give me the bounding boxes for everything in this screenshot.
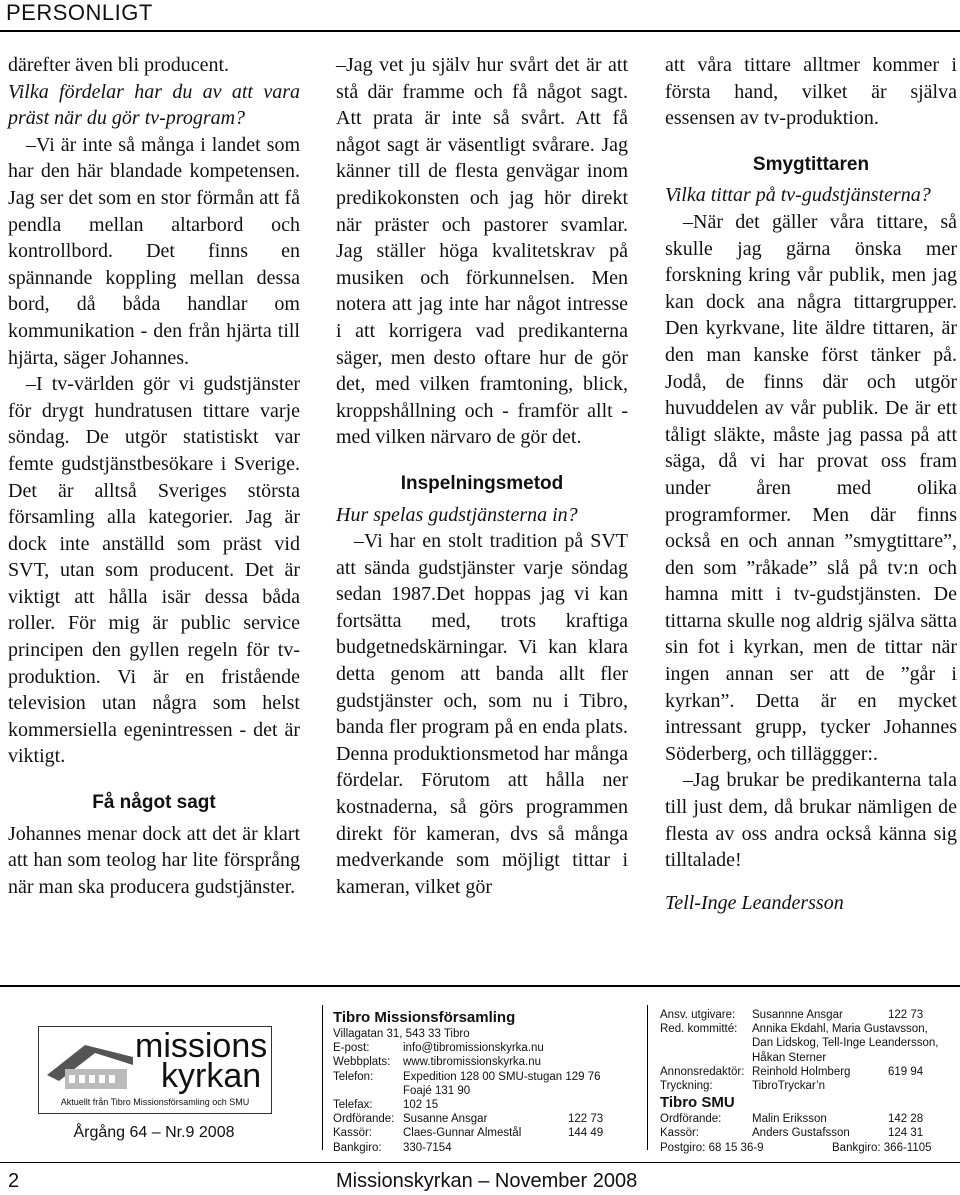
paragraph: att våra tittare alltmer kommer i första hand, vilket är själva essensen av tv-produktion. — [665, 54, 957, 130]
imprint-value: Reinhold Holmberg — [752, 1065, 851, 1078]
imprint-value: Anders Gustafsson — [752, 1127, 850, 1140]
giro-row — [660, 1141, 950, 1155]
logo-caption: Aktuellt från Tibro Missionsförsamling och SMU — [60, 1097, 250, 1107]
paragraph: Johannes menar dock att det är klart att han som teolog har lite försprång när man ska producera gudstjänster. — [8, 822, 300, 898]
question: Vilka fördelar har du av att vara präst när du gör tv-program? — [8, 80, 300, 130]
divider — [0, 985, 960, 987]
imprint-key: Ordförande: — [333, 1113, 395, 1126]
imprint-key: Telefax: — [333, 1099, 373, 1112]
subheading: Få något sagt — [92, 792, 216, 814]
imprint-phone: 619 94 — [888, 1065, 924, 1078]
smu-title: Tibro SMU — [660, 1094, 735, 1112]
imprint-value: info@tibromissionskyrka.nu — [403, 1042, 544, 1055]
imprint-row — [660, 1051, 950, 1065]
imprint-church — [333, 1008, 633, 1155]
imprint-row — [333, 1041, 633, 1055]
imprint-value: Susanne Ansgar — [403, 1113, 488, 1126]
imprint-row — [333, 1070, 633, 1084]
top-rule — [0, 30, 960, 32]
imprint-row — [333, 1098, 633, 1112]
imprint-row — [660, 1022, 950, 1036]
imprint-row — [660, 1079, 950, 1093]
imprint-value: www.tibromissionskyrka.nu — [403, 1056, 542, 1069]
imprint-key — [333, 1084, 403, 1098]
postgiro: Postgiro: 68 15 36-9 — [660, 1141, 764, 1154]
paragraph: –Vi är inte så många i landet som har den här blandade kompetensen. Jag ser det som en stor förmån att få pendla mellan altarbord och kontrollbord. Det finns en spännande koppling mellan dessa bord, då båda handlar om kommunikation - den från hjärta till hjärta, säger Johannes. — [8, 133, 300, 369]
imprint-value: Håkan Sterner — [752, 1051, 827, 1064]
imprint-phone: 144 49 — [568, 1127, 604, 1140]
imprint-row — [660, 1112, 950, 1126]
imprint-value: Malin Eriksson — [752, 1113, 827, 1126]
imprint-key: Bankgiro: — [333, 1141, 382, 1154]
imprint-row — [660, 1065, 950, 1079]
imprint-phone: 124 31 — [888, 1127, 924, 1140]
imprint-key: Telefon: — [333, 1070, 374, 1083]
subheading: Inspelningsmetod — [400, 472, 564, 494]
article-column-1 — [8, 52, 300, 900]
question: Vilka tittar på tv-gudstjänsterna? — [665, 184, 931, 207]
imprint-key: Kassör: — [660, 1127, 699, 1140]
imprint-title: Tibro Missionsförsamling — [333, 1009, 516, 1026]
imprint-row — [333, 1126, 633, 1140]
imprint-editorial — [660, 1008, 950, 1155]
imprint-row — [333, 1112, 633, 1126]
imprint-key: Ansv. utgivare: — [660, 1009, 736, 1021]
imprint-key: Red. kommitté: — [660, 1023, 738, 1036]
question: Hur spelas gudstjänsterna in? — [336, 503, 578, 526]
imprint-row — [333, 1141, 633, 1155]
imprint-key — [660, 1036, 752, 1050]
paragraph: –Jag vet ju själv hur svårt det är att stå där framme och få något sagt. Att prata är inte så svårt. Att få något sagt är väsentligt svårare. Jag känner till de flesta genvägar inom predikokonsten och jag hör direkt när präster och pastorer svamlar. Jag ställer höga kvalitetskrav på musiken och förkunnelsen. Men notera att jag inte har något intresse i att korrigera vad predikanterna säger, men desto oftare hur de gör det, med vilken framtoning, blick, kroppshållning och - framför allt - med vilken närvaro de gör det. — [336, 54, 628, 449]
logo-wordmark — [135, 1027, 268, 1095]
author-signature: Tell-Inge Leandersson — [665, 891, 844, 914]
divider — [647, 1005, 648, 1150]
imprint-key: Webbplats: — [333, 1056, 391, 1069]
footer-rule — [0, 1162, 960, 1163]
imprint-key — [660, 1051, 752, 1065]
imprint-row — [333, 1055, 633, 1069]
article-column-3 — [665, 52, 957, 916]
imprint-row — [660, 1008, 950, 1022]
page-number: 2 — [8, 1170, 20, 1192]
imprint-value: Foajé 131 90 — [403, 1084, 471, 1097]
imprint-value: TibroTryckar’n — [752, 1080, 826, 1093]
divider — [322, 1005, 323, 1150]
paragraph: –När det gäller våra tittare, så skulle jag gärna önska mer forskning kring vår publik, men jag kan dock ana några tittargrupper. Den kyrkvane, lite äldre tittaren, är den man kanske först tänker på. Jodå, de finns där och utgör huvuddelen av vår publik. De är ett tåligt släkte, måste jag passa på att säga, då vi har provat oss fram under åren med olika programformer. Men där finns också en och annan ”smygtittare”, den som ”råkade” slå på tv:n och hamna mitt i tv-gudstjänsten. De tittarna skulle nog aldrig själva sätta sin fot i kyrkan, men de tittar när ingen annan ser att de ”går i kyrkan”. Detta är en mycket intressant grupp, tycker Johannes Söderberg, och tilläggger:. — [665, 210, 957, 765]
imprint-value: 102 15 — [403, 1099, 439, 1112]
imprint-phone: 122 73 — [568, 1113, 604, 1126]
imprint-value: Dan Lidskog, Tell-Inge Leandersson, — [752, 1037, 939, 1050]
article-column-2 — [336, 52, 628, 900]
imprint-key: Ordförande: — [660, 1113, 722, 1126]
imprint-row — [333, 1084, 633, 1098]
imprint-phone: 142 28 — [888, 1113, 924, 1126]
issue-volume: Årgång 64 – Nr.9 2008 — [73, 1124, 235, 1141]
logo-line-1: missions — [135, 1027, 268, 1065]
footer-title: Missionskyrkan – November 2008 — [336, 1170, 638, 1192]
imprint-value: Claes-Gunnar Almestål — [403, 1127, 522, 1140]
imprint-phone: 122 73 — [888, 1009, 924, 1021]
church-building-icon — [45, 1035, 135, 1093]
imprint-key: Kassör: — [333, 1127, 372, 1140]
imprint-row — [660, 1036, 950, 1050]
paragraph: –I tv-världen gör vi gudstjänster för drygt hundratusen tittare varje söndag. De utgör statistiskt var femte gudstjänstbesökare i Sverige. Det är alltså Sveriges största församling alla kategorier. Jag är dock inte anställd som präst vid SVT, utan som producent. Det är viktigt att hålla isär dessa båda roller. För mig är public service principen den gyllen regeln för tv-produktion. Vi är en fristående television utan några som helst kommersiella egenintressen - det är viktigt. — [8, 373, 300, 768]
imprint-value: 330-7154 — [403, 1141, 452, 1154]
imprint-value: Expedition 128 00 SMU-stugan 129 76 — [403, 1070, 601, 1083]
subheading: Smygtittaren — [752, 153, 870, 175]
bankgiro: Bankgiro: 366-1105 — [832, 1141, 932, 1154]
paragraph: –Vi har en stolt tradition på SVT att sända gudstjänster varje söndag sedan 1987.Det hoppas jag vi kan fortsätta med, trots kraftiga budgetnedskärningar. Vi kan klara detta genom att banda allt fler gudstjänster och, som nu i Tibro, banda fler program på en enda plats. Denna produktionsmetod har många fördelar. Förutom att hålla ner kostnaderna, så görs programmen direkt för kameran, dvs så många medverkande som möjligt tittar i kameran, vilket gör — [336, 530, 628, 898]
paragraph: –Jag brukar be predikanterna tala till just dem, då brukar nämligen de flesta av oss andra också känna sig tilltalade! — [665, 769, 957, 872]
logo — [38, 1026, 272, 1114]
imprint-key: E-post: — [333, 1042, 370, 1055]
imprint-value: Susannne Ansgar — [752, 1009, 843, 1021]
paragraph: därefter även bli producent. — [8, 54, 230, 76]
imprint-row — [660, 1126, 950, 1140]
imprint-key: Annonsredaktör: — [660, 1065, 745, 1078]
section-label: PERSONLIGT — [6, 0, 153, 25]
logo-line-2: kyrkan — [161, 1057, 262, 1095]
imprint-value: Annika Ekdahl, Maria Gustavsson, — [752, 1023, 928, 1036]
address: Villagatan 31, 543 33 Tibro — [333, 1028, 470, 1040]
imprint-key: Tryckning: — [660, 1080, 713, 1093]
